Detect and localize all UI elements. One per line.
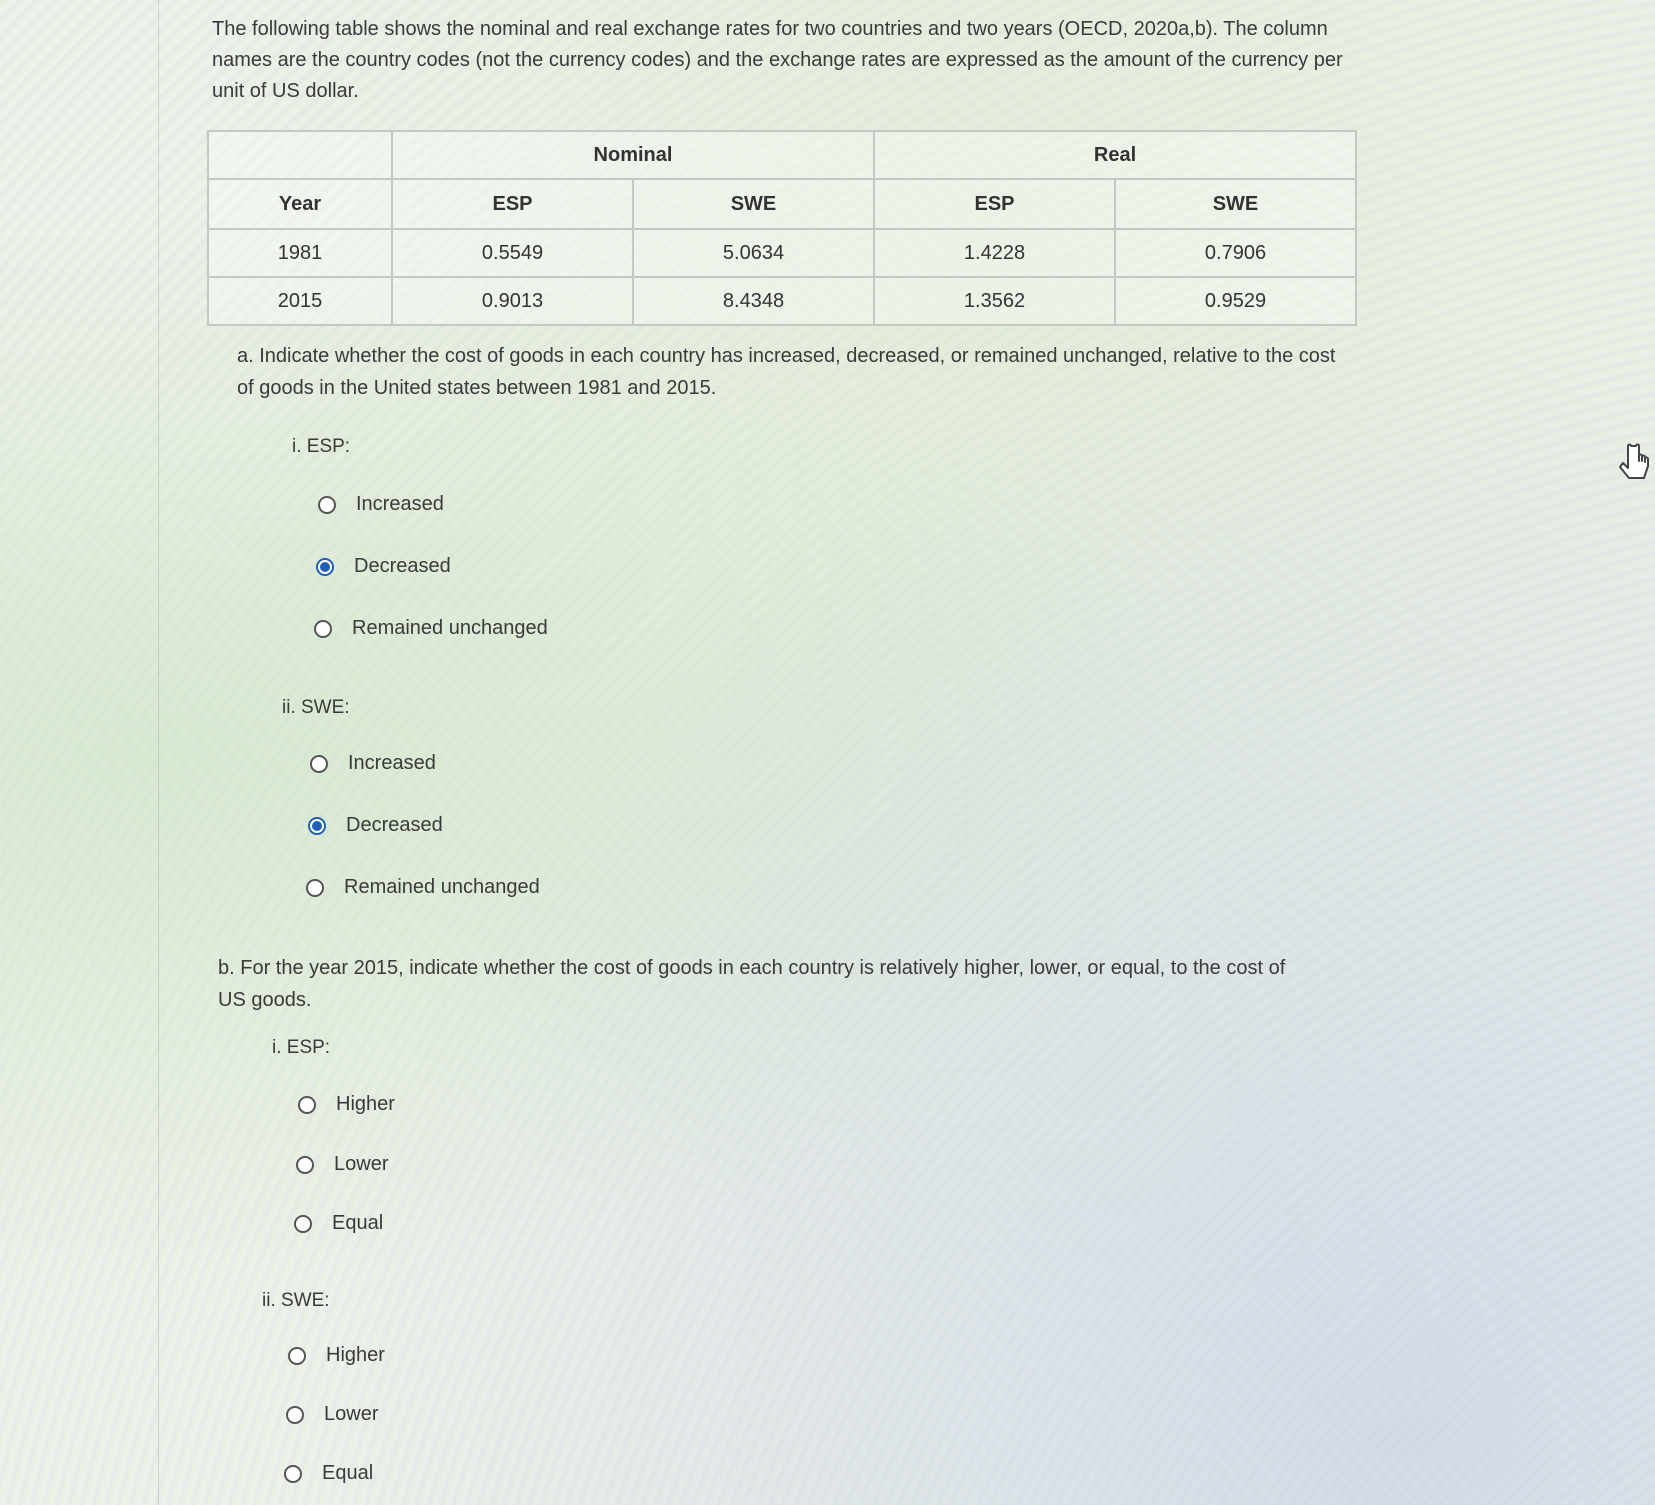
radio-option-b-esp-equal[interactable] — [294, 1212, 383, 1235]
radio-button[interactable] — [318, 496, 336, 514]
option-label: Lower — [334, 1153, 389, 1175]
table-row — [208, 277, 1356, 325]
cell-year: 1981 — [208, 229, 392, 277]
radio-button[interactable] — [298, 1096, 316, 1114]
col-header-nominal-swe: SWE — [633, 179, 874, 229]
radio-button[interactable] — [306, 879, 324, 897]
cell-real-esp: 1.4228 — [874, 229, 1115, 277]
part-b-swe-label: ii. SWE: — [262, 1290, 330, 1311]
radio-option-a-swe-decreased[interactable] — [308, 814, 443, 837]
radio-button[interactable] — [314, 620, 332, 638]
cell-nominal-esp: 0.5549 — [392, 229, 633, 277]
radio-option-a-esp-unchanged[interactable] — [314, 617, 548, 640]
radio-button[interactable] — [286, 1406, 304, 1424]
intro-text: The following table shows the nominal and real exchange rates for two countries and two years (OECD, 2020a,b). The column names are the country codes (not the currency codes) and the exchange rates are expressed as the amount of the currency per unit of US dollar. — [212, 18, 1343, 102]
option-label: Equal — [332, 1212, 384, 1234]
table-column-header-row — [208, 179, 1356, 229]
part-a-swe-label: ii. SWE: — [282, 697, 350, 718]
radio-button[interactable] — [310, 755, 328, 773]
col-header-real-esp: ESP — [874, 179, 1115, 229]
col-header-real-swe: SWE — [1115, 179, 1356, 229]
col-header-nominal-esp: ESP — [392, 179, 633, 229]
cell-real-swe: 0.7906 — [1115, 229, 1356, 277]
col-header-year: Year — [208, 179, 392, 229]
cell-nominal-swe: 8.4348 — [633, 277, 874, 325]
table-group-header-row — [208, 131, 1356, 179]
radio-button[interactable] — [284, 1465, 302, 1483]
pointer-cursor-icon — [1618, 442, 1652, 482]
cell-year: 2015 — [208, 277, 392, 325]
cell-nominal-swe: 5.0634 — [633, 229, 874, 277]
option-label: Higher — [336, 1093, 395, 1115]
radio-button[interactable] — [316, 558, 334, 576]
part-b-esp-label: i. ESP: — [272, 1037, 331, 1058]
table-corner-cell — [208, 131, 392, 179]
radio-option-a-swe-increased[interactable] — [310, 752, 436, 775]
radio-button[interactable] — [288, 1347, 306, 1365]
option-label: Increased — [356, 493, 444, 515]
option-label: Lower — [324, 1403, 379, 1425]
radio-option-a-swe-unchanged[interactable] — [306, 876, 540, 899]
cell-real-swe: 0.9529 — [1115, 277, 1356, 325]
part-a-esp-label: i. ESP: — [292, 436, 351, 457]
exchange-rate-table — [207, 130, 1357, 326]
option-label: Remained unchanged — [352, 617, 548, 639]
radio-button[interactable] — [296, 1156, 314, 1174]
option-label: Remained unchanged — [344, 876, 540, 898]
part-b-prompt: b. For the year 2015, indicate whether the cost of goods in each country is relatively higher, lower, or equal, to the cost of US goods. — [218, 957, 1286, 1011]
group-header-real: Real — [874, 131, 1356, 179]
option-label: Decreased — [354, 555, 451, 577]
option-label: Equal — [322, 1462, 374, 1484]
radio-option-a-esp-decreased[interactable] — [316, 555, 451, 578]
cell-real-esp: 1.3562 — [874, 277, 1115, 325]
part-a-prompt: a. Indicate whether the cost of goods in each country has increased, decreased, or remained unchanged, relative to the cost of goods in the United states between 1981 and 2015. — [237, 345, 1336, 399]
radio-option-b-esp-lower[interactable] — [296, 1153, 388, 1176]
radio-button[interactable] — [308, 817, 326, 835]
radio-option-b-swe-lower[interactable] — [286, 1403, 378, 1426]
radio-option-a-esp-increased[interactable] — [318, 493, 444, 516]
cell-nominal-esp: 0.9013 — [392, 277, 633, 325]
table-row — [208, 229, 1356, 277]
option-label: Decreased — [346, 814, 443, 836]
content-left-border — [158, 0, 159, 1505]
group-header-nominal: Nominal — [392, 131, 874, 179]
option-label: Increased — [348, 752, 436, 774]
radio-button[interactable] — [294, 1215, 312, 1233]
option-label: Higher — [326, 1344, 385, 1366]
radio-option-b-swe-higher[interactable] — [288, 1344, 385, 1367]
radio-option-b-esp-higher[interactable] — [298, 1093, 395, 1116]
radio-option-b-swe-equal[interactable] — [284, 1462, 373, 1485]
